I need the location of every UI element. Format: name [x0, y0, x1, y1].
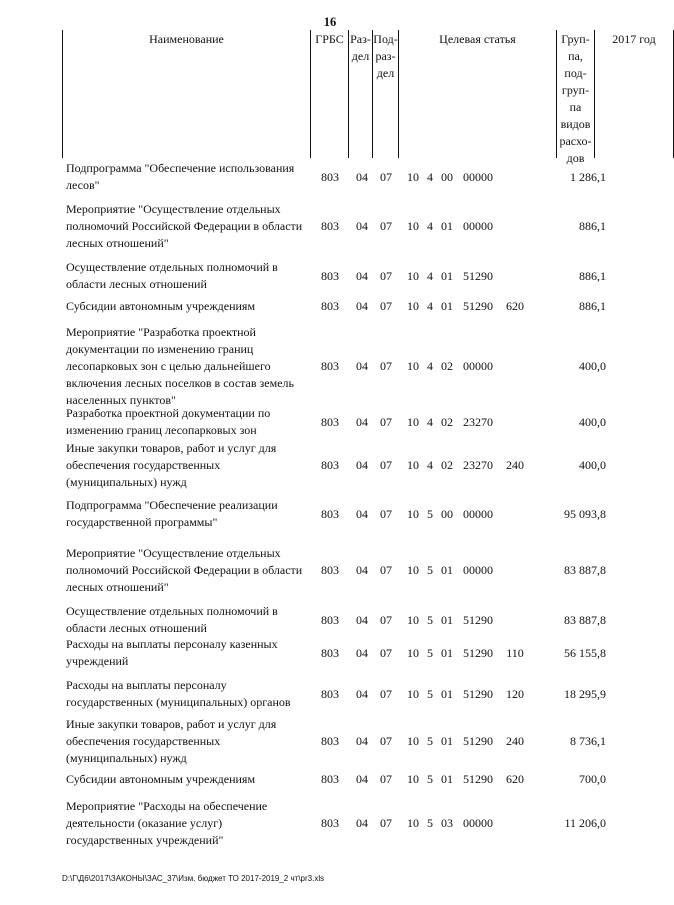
row-rz: 04: [356, 169, 368, 184]
row-grbs: 803: [321, 816, 339, 830]
row-pr: 07: [380, 299, 392, 313]
row-amount: 56 155,8: [564, 645, 606, 660]
row-pr: 07: [380, 816, 392, 830]
row-name: Осуществление отдельных полномочий в области лесных отношений: [66, 604, 278, 635]
row-rz: 04: [356, 772, 368, 786]
row-rz: 04: [356, 612, 368, 627]
row-grbs: 803: [321, 219, 339, 233]
row-rz: 04: [356, 563, 368, 577]
row-pr: 07: [380, 686, 392, 701]
row-pr: 07: [380, 563, 392, 577]
row-name: Иные закупки товаров, работ и услуг для обеспечения государственных (муниципальных) нужд: [66, 441, 277, 489]
row-c2: 4: [427, 299, 433, 313]
row-pr: 07: [380, 506, 392, 521]
row-rz: 04: [356, 645, 368, 660]
row-c2: 5: [427, 816, 433, 830]
row-grbs: 803: [321, 268, 339, 283]
row-name: Субсидии автономным учреждениям: [66, 772, 256, 786]
row-pr: 07: [380, 414, 392, 429]
header-gruppa: Груп- па, под- груп- па видов расхо- дов: [556, 30, 594, 158]
row-rz: 04: [356, 816, 368, 830]
table-row: [0, 497, 640, 531]
row-c2: 4: [427, 458, 433, 472]
row-c1: 10: [407, 506, 419, 521]
row-pr: 07: [380, 612, 392, 627]
header-year: 2017 год: [594, 30, 674, 158]
row-c1: 10: [407, 268, 419, 283]
row-vr: 110: [506, 645, 524, 660]
row-c4: 00000: [463, 816, 493, 830]
row-grbs: 803: [321, 359, 339, 373]
row-c2: 5: [427, 772, 433, 786]
row-vr: 620: [506, 299, 524, 313]
row-c1: 10: [407, 169, 419, 184]
row-pr: 07: [380, 458, 392, 472]
row-c1: 10: [407, 612, 419, 627]
row-c2: 4: [427, 219, 433, 233]
table-row: [0, 440, 640, 491]
row-vr: 240: [506, 734, 524, 748]
table-row: [0, 405, 640, 439]
row-c1: 10: [407, 734, 419, 748]
row-amount: 886,1: [579, 268, 606, 283]
page-number: 16: [323, 15, 337, 29]
row-grbs: 803: [321, 458, 339, 472]
row-name: Субсидии автономным учреждениям: [66, 299, 256, 313]
row-c3: 01: [441, 645, 453, 660]
row-name: Расходы на выплаты персоналу казенных учреждений: [66, 637, 278, 668]
row-c3: 00: [441, 506, 453, 521]
row-c3: 01: [441, 772, 453, 786]
row-rz: 04: [356, 414, 368, 429]
row-c3: 01: [441, 612, 453, 627]
row-c4: 51290: [463, 268, 493, 283]
row-name: Осуществление отдельных полномочий в области лесных отношений: [66, 260, 278, 291]
table-row: [0, 603, 640, 637]
row-name: Подпрограмма "Обеспечение использования лесов": [66, 161, 295, 192]
row-name: Иные закупки товаров, работ и услуг для обеспечения государственных (муниципальных) нужд: [66, 717, 277, 765]
row-amount: 18 295,9: [564, 686, 606, 701]
row-c4: 51290: [463, 772, 493, 786]
footer-path: D:\Г\Д6\2017\ЗАКОНЫ\ЗАС_37\Изм. бюджет ТО 2017-2019_2 чт\pr3.xls: [62, 874, 325, 883]
row-name: Мероприятие "Осуществление отдельных полномочий Российской Федерации в области лесных отношений": [66, 202, 303, 250]
row-vr: 620: [506, 772, 524, 786]
row-c2: 4: [427, 268, 433, 283]
row-rz: 04: [356, 506, 368, 521]
row-c4: 51290: [463, 734, 493, 748]
header-name: Наименование: [62, 30, 310, 158]
row-rz: 04: [356, 219, 368, 233]
row-vr: 240: [506, 458, 524, 472]
row-c1: 10: [407, 772, 419, 786]
row-c4: 51290: [463, 612, 493, 627]
row-c3: 01: [441, 686, 453, 701]
row-c3: 01: [441, 268, 453, 283]
row-c2: 5: [427, 506, 433, 521]
header-razdel: Раз- дел: [348, 30, 372, 158]
row-c3: 02: [441, 359, 453, 373]
row-grbs: 803: [321, 772, 339, 786]
row-amount: 400,0: [579, 414, 606, 429]
table-row: [0, 298, 640, 315]
row-amount: 95 093,8: [564, 506, 606, 521]
row-c4: 23270: [463, 414, 493, 429]
table-row: [0, 716, 640, 767]
row-c4: 00000: [463, 169, 493, 184]
row-pr: 07: [380, 268, 392, 283]
row-rz: 04: [356, 686, 368, 701]
row-amount: 11 206,0: [564, 816, 606, 830]
row-c1: 10: [407, 816, 419, 830]
row-grbs: 803: [321, 734, 339, 748]
row-c4: 00000: [463, 219, 493, 233]
row-c1: 10: [407, 645, 419, 660]
row-pr: 07: [380, 219, 392, 233]
row-pr: 07: [380, 359, 392, 373]
row-amount: 8 736,1: [570, 734, 606, 748]
row-pr: 07: [380, 645, 392, 660]
row-c3: 03: [441, 816, 453, 830]
row-c2: 4: [427, 169, 433, 184]
row-amount: 700,0: [579, 772, 606, 786]
row-name: Мероприятие "Расходы на обеспечение деятельности (оказание услуг) государственных учреждений": [66, 799, 268, 847]
row-grbs: 803: [321, 299, 339, 313]
row-grbs: 803: [321, 414, 339, 429]
row-grbs: 803: [321, 563, 339, 577]
row-c2: 5: [427, 563, 433, 577]
row-amount: 1 286,1: [570, 169, 606, 184]
row-amount: 400,0: [579, 458, 606, 472]
row-name: Мероприятие "Разработка проектной документации по изменению границ лесопарковых зон с целью дальнейшего включения лесных поселков в состав земель населенных пунктов": [66, 325, 294, 407]
row-c1: 10: [407, 563, 419, 577]
row-c4: 00000: [463, 359, 493, 373]
row-c4: 23270: [463, 458, 493, 472]
row-name: Подпрограмма "Обеспечение реализации государственной программы": [66, 498, 278, 529]
table-row: [0, 201, 640, 252]
row-c4: 00000: [463, 506, 493, 521]
row-c2: 5: [427, 645, 433, 660]
row-pr: 07: [380, 772, 392, 786]
row-c3: 01: [441, 734, 453, 748]
row-vr: 120: [506, 686, 524, 701]
row-rz: 04: [356, 359, 368, 373]
row-c4: 00000: [463, 563, 493, 577]
row-amount: 83 887,8: [564, 563, 606, 577]
row-c2: 5: [427, 734, 433, 748]
table-row: [0, 636, 640, 670]
header-grbs: ГРБС: [310, 30, 348, 158]
row-grbs: 803: [321, 612, 339, 627]
row-rz: 04: [356, 458, 368, 472]
row-pr: 07: [380, 169, 392, 184]
row-grbs: 803: [321, 645, 339, 660]
row-c3: 00: [441, 169, 453, 184]
row-c3: 01: [441, 299, 453, 313]
table-row: [0, 160, 640, 194]
row-c4: 51290: [463, 686, 493, 701]
row-c3: 01: [441, 563, 453, 577]
row-rz: 04: [356, 268, 368, 283]
row-amount: 83 887,8: [564, 612, 606, 627]
row-amount: 886,1: [579, 219, 606, 233]
header-podrazdel: Под- раз- дел: [372, 30, 398, 158]
row-c3: 02: [441, 414, 453, 429]
header-celevaya: Целевая статья: [398, 30, 556, 158]
row-c4: 51290: [463, 299, 493, 313]
row-amount: 886,1: [579, 299, 606, 313]
table-row: [0, 545, 640, 596]
row-c1: 10: [407, 414, 419, 429]
row-rz: 04: [356, 299, 368, 313]
row-name: Мероприятие "Осуществление отдельных полномочий Российской Федерации в области лесных отношений": [66, 546, 303, 594]
row-c2: 4: [427, 414, 433, 429]
row-c1: 10: [407, 686, 419, 701]
row-c2: 5: [427, 686, 433, 701]
row-name: Разработка проектной документации по изменению границ лесопарковых зон: [66, 406, 271, 437]
row-c2: 5: [427, 612, 433, 627]
row-grbs: 803: [321, 169, 339, 184]
table-row: [0, 771, 640, 788]
row-amount: 400,0: [579, 359, 606, 373]
table-row: [0, 798, 640, 849]
row-grbs: 803: [321, 686, 339, 701]
row-c4: 51290: [463, 645, 493, 660]
row-c1: 10: [407, 219, 419, 233]
table-row: [0, 677, 640, 711]
row-c1: 10: [407, 458, 419, 472]
row-rz: 04: [356, 734, 368, 748]
row-name: Расходы на выплаты персоналу государственных (муниципальных) органов: [66, 678, 291, 709]
row-c1: 10: [407, 299, 419, 313]
row-c2: 4: [427, 359, 433, 373]
table-row: [0, 324, 640, 409]
table-row: [0, 259, 640, 293]
row-c3: 02: [441, 458, 453, 472]
row-c3: 01: [441, 219, 453, 233]
row-grbs: 803: [321, 506, 339, 521]
row-c1: 10: [407, 359, 419, 373]
row-pr: 07: [380, 734, 392, 748]
